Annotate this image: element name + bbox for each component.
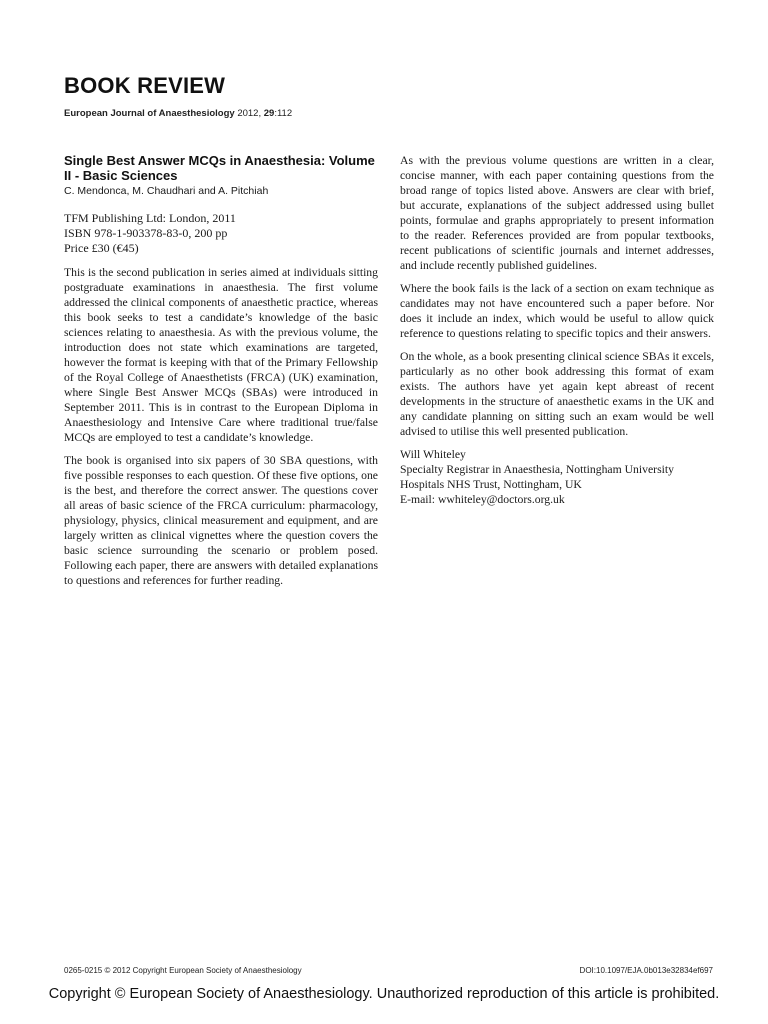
paragraph-1: This is the second publication in series aimed at individuals sitting postgraduate examinations in anaesthesia. The first volume addressed the clinical components of anaesthetic practice, whereas this book seeks to test a candidate’s knowledge of the basic sciences relating to anaesthesia. As with the previous volume, the introduction does not state which examinations are targeted, however the format is keeping with that of the Primary Fellowship of the Royal College of Anaesthetists (FRCA) (UK) examination, where Single Best Answer MCQs (SBAs) were introduced in September 2011. This is in contrast to the European Diploma in Anaesthesiology and Intensive Care where traditional true/false MCQs are employed to test a candidate’s knowledge.: [64, 266, 378, 444]
reviewer-name: Will Whiteley: [400, 448, 466, 461]
isbn: ISBN 978-1-903378-83-0, 200 pp: [64, 226, 228, 240]
book-authors: C. Mendonca, M. Chaudhari and A. Pitchiah: [64, 185, 269, 197]
publisher: TFM Publishing Ltd: London, 2011: [64, 211, 236, 225]
citation-year: 2012,: [237, 108, 262, 119]
section-title: BOOK REVIEW: [64, 73, 226, 98]
reviewer-email: E-mail: wwhiteley@doctors.org.uk: [400, 493, 565, 506]
paragraph-5: On the whole, as a book presenting clinical science SBAs it excels, particularly as no other book addressing this format of exam exists. The authors have yet again kept abreast of recent developments in the structure of anaesthetic exams in the UK and any candidate planning on sitting such an exam would be well advised to utilise this well presented publication.: [400, 350, 714, 438]
citation-page: :112: [274, 108, 293, 119]
left-column: [64, 153, 378, 596]
reviewer-signature: [400, 447, 714, 507]
footer-doi: DOI:10.1097/EJA.0b013e32834ef697: [579, 966, 713, 975]
publication-info: [64, 211, 378, 256]
reviewer-position: Specialty Registrar in Anaesthesia, Nottingham University Hospitals NHS Trust, Nottingham, UK: [400, 463, 674, 491]
journal-name: European Journal of Anaesthesiology: [64, 108, 235, 119]
price: Price £30 (€45): [64, 241, 139, 255]
book-title: Single Best Answer MCQs in Anaesthesia: Volume II - Basic Sciences: [64, 153, 375, 183]
copyright-banner: Copyright © European Society of Anaesthesiology. Unauthorized reproduction of this article is prohibited.: [48, 986, 720, 1002]
paragraph-2: The book is organised into six papers of 30 SBA questions, with five possible responses to each question. Of these five options, one is the best, and therefore the correct answer. The questions cover all areas of basic science of the FRCA curriculum: pharmacology, physiology, physics, clinical measurement and equipment, and are largely written as clinical vignettes where the question covers the basic science surrounding the scenario or problem posed. Following each paper, there are answers with detailed explanations to questions and references for further reading.: [64, 454, 378, 587]
paragraph-4: Where the book fails is the lack of a section on exam technique as candidates may not have encountered such a paper before. Nor does it include an index, which would be useful to allow quick reference to questions relating to specific topics and their answers.: [400, 282, 714, 340]
journal-citation: [64, 108, 292, 119]
citation-volume: 29: [263, 108, 275, 119]
footer-copyright: 0265-0215 © 2012 Copyright European Society of Anaesthesiology: [64, 966, 302, 975]
right-column: [400, 153, 714, 507]
paragraph-3: As with the previous volume questions are written in a clear, concise manner, with each paper containing questions from the broad range of topics listed above. Answers are clear with brief, but accurate, explanations of the subject addressed using bullet points, formulae and graphs appropriately to present information to the reader. References provided are from popular textbooks, recent publications of scientific journals and internet addresses, and include recently published guidelines.: [400, 154, 714, 272]
